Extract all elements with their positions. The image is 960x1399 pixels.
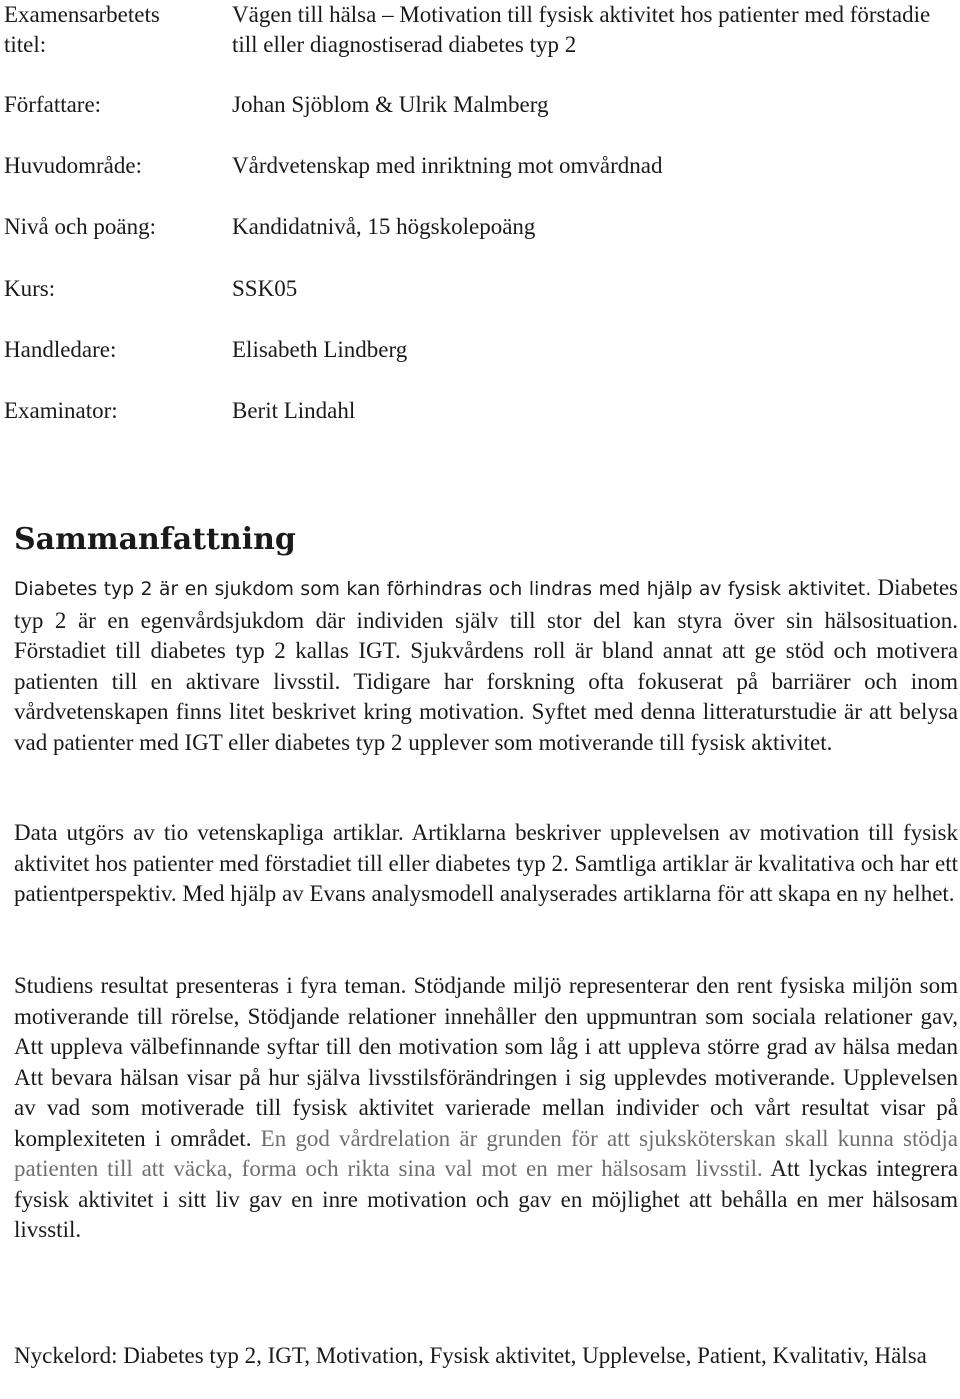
abstract-paragraph-2: Data utgörs av tio vetenskapliga artiklar. Artiklarna beskriver upplevelsen av motivation till fysisk aktivitet hos patienter med förstadiet till eller diabetes typ 2. Samtliga artiklar är kvalitativa och har ett patientperspektiv. Med hjälp av Evans analysmodell analyserades artiklarna för att skapa en ny helhet. bbox=[14, 820, 958, 906]
keyword-item: , Patient bbox=[686, 1343, 761, 1368]
meta-label-authors: Författare: bbox=[4, 92, 102, 117]
abstract-p1-sentence-1: Diabetes typ 2 är en sjukdom som kan förhindras och lindras med hjälp av fysisk aktivitet. bbox=[14, 579, 872, 600]
keyword-item: , Hälsa bbox=[863, 1343, 927, 1368]
abstract-p3-sentence-3: Att lyckas integrera fysisk aktivitet i sitt liv gav en inre motivation och gav en möjlighet att behålla en mer hälsosam livsstil. bbox=[14, 1156, 959, 1242]
abstract-p1-sentence-3: Sjukvårdens roll är bland annat att ge stöd och motivera patienten till en aktivare livsstil. Tidigare har forskning ofta fokuserat på barriärer och inom vårdvetenskapen finns litet beskrivet kring motivation. Syftet med denna litteraturstudie är att belysa vad patienter med IGT eller diabetes typ 2 upplever som motiverande till fysisk aktivitet. bbox=[14, 638, 959, 755]
meta-label-subject: Huvudområde: bbox=[4, 153, 142, 178]
meta-value-subject: Vårdvetenskap med inriktning mot omvårdnad bbox=[232, 153, 663, 178]
meta-label-title: Examensarbetets titel: bbox=[4, 2, 160, 57]
meta-label-examiner: Examinator: bbox=[4, 398, 118, 423]
meta-label-course: Kurs: bbox=[4, 276, 56, 301]
abstract-p3-sentence-1: Studiens resultat presenteras i fyra teman. Stödjande miljö representerar den rent fysiska miljön som motiverande till rörelse, Stödjande relationer innehåller den uppmuntran som sociala relationer gav, Att uppleva välbefinnande syftar till den motivation som låg i att uppleva större grad av hälsa medan Att bevara hälsan visar på hur själva livsstilsförändringen i sig upplevdes motiverande. Upplevelsen av vad som motiverade till fysisk aktivitet varierade mellan individer och vårt resultat visar på komplexiteten i området. bbox=[14, 973, 958, 1151]
keyword-item: , Upplevelse bbox=[571, 1343, 686, 1368]
keywords-list bbox=[123, 1343, 927, 1368]
meta-value-examiner: Berit Lindahl bbox=[232, 398, 356, 423]
abstract-p1-sentence-2: Diabetes typ 2 är en egenvårdsjukdom där individen själv till stor del kan styra över sin hälsosituation. Förstadiet till diabetes typ 2 kallas IGT. bbox=[14, 575, 958, 663]
meta-value-level: Kandidatnivå, 15 högskolepoäng bbox=[232, 214, 536, 239]
meta-label-supervisor: Handledare: bbox=[4, 337, 117, 362]
abstract-p3-sentence-2: En god vårdrelation är grunden för att sjuksköterskan skall kunna stödja patienten till att väcka, forma och rikta sina val mot en mer hälsosam livsstil. bbox=[14, 1125, 958, 1181]
meta-label-level: Nivå och poäng: bbox=[4, 214, 157, 239]
meta-value-authors: Johan Sjöblom & Ulrik Malmberg bbox=[232, 92, 549, 117]
keyword-item: , Kvalitativ bbox=[761, 1343, 863, 1368]
keyword-item: , IGT bbox=[256, 1343, 304, 1368]
keyword-item: , Fysisk aktivitet bbox=[418, 1343, 571, 1368]
keywords-line bbox=[14, 1340, 958, 1371]
meta-value-title: Vägen till hälsa – Motivation till fysisk aktivitet hos patienter med förstadie till eller diagnostiserad diabetes typ 2 bbox=[232, 2, 931, 57]
abstract-paragraph-1 bbox=[14, 573, 958, 758]
abstract-heading: Sammanfattning bbox=[14, 522, 296, 557]
keyword-item: , Motivation bbox=[304, 1343, 418, 1368]
meta-value-supervisor: Elisabeth Lindberg bbox=[232, 337, 408, 362]
keyword-item: Diabetes typ 2 bbox=[123, 1343, 257, 1368]
abstract-paragraph-3 bbox=[14, 971, 958, 1246]
keywords-label: Nyckelord: bbox=[14, 1343, 118, 1368]
meta-value-course: SSK05 bbox=[232, 276, 298, 301]
